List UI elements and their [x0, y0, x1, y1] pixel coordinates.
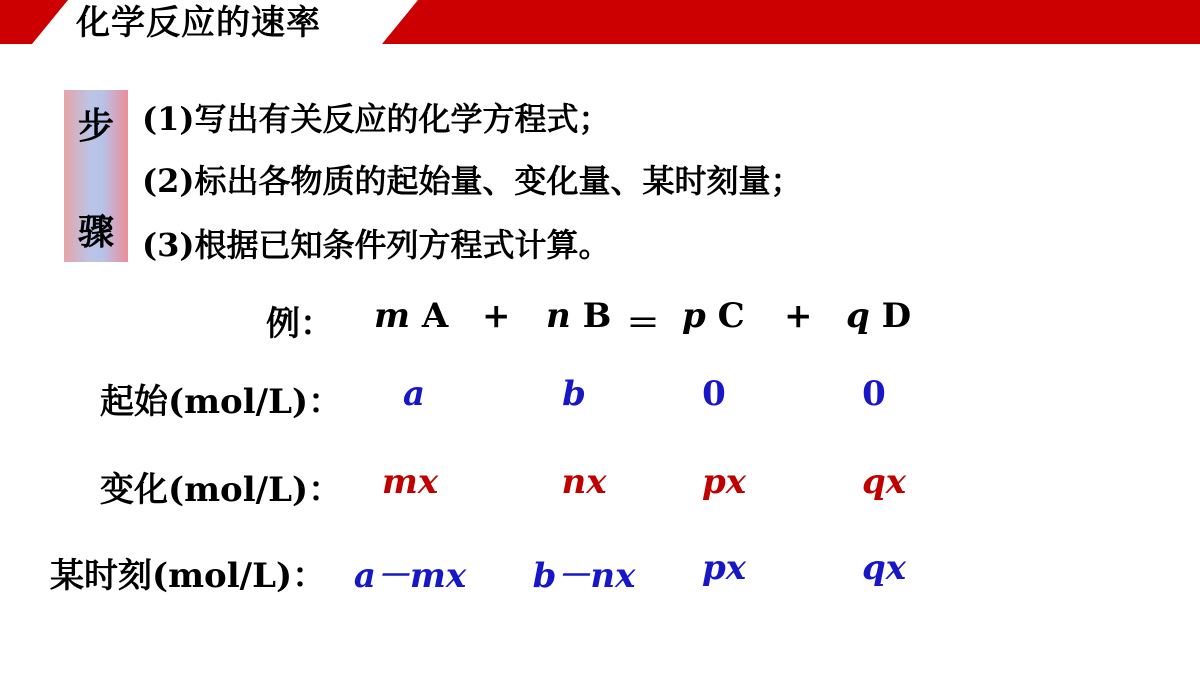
- moment-value-a: a－mx: [353, 556, 467, 596]
- equation-term-d: [846, 296, 911, 336]
- plus-sign-2: +: [784, 296, 813, 336]
- step-line-1: (1)写出有关反应的化学方程式；: [142, 100, 611, 138]
- initial-value-b: b: [562, 374, 586, 414]
- steps-badge-char-1: 步: [77, 105, 114, 147]
- row-label-moment: 某时刻(mol/L)：: [50, 556, 327, 596]
- species-a: A: [421, 296, 449, 336]
- species-b: B: [582, 296, 612, 336]
- row-label-change: 变化(mol/L)：: [100, 470, 343, 510]
- initial-value-a: a: [402, 374, 426, 414]
- moment-value-b: b－nx: [532, 556, 636, 596]
- coef-m: m: [374, 296, 410, 336]
- steps-badge-char-2: 骤: [77, 211, 114, 253]
- coef-p: p: [682, 296, 706, 336]
- change-value-a: mx: [381, 462, 439, 502]
- row-label-initial: 起始(mol/L)：: [100, 382, 343, 422]
- steps-badge: [64, 90, 128, 262]
- title-bar: [0, 0, 1200, 44]
- species-d: D: [881, 296, 912, 336]
- coef-q: q: [846, 296, 870, 336]
- plus-sign-1: +: [482, 296, 511, 336]
- moment-value-d: qx: [861, 548, 907, 588]
- moment-value-c: px: [701, 548, 747, 588]
- equation-term-c: [682, 296, 745, 336]
- species-c: C: [717, 296, 745, 336]
- initial-value-d: 0: [862, 374, 886, 414]
- slide-title: 化学反应的速率: [76, 3, 321, 43]
- change-value-b: nx: [561, 462, 607, 502]
- equals-sign: ＝: [626, 304, 660, 344]
- initial-value-c: 0: [702, 374, 726, 414]
- coef-n: n: [546, 296, 571, 336]
- equation-term-b: [546, 296, 611, 336]
- example-label: 例：: [266, 304, 334, 344]
- change-value-d: qx: [861, 462, 907, 502]
- equation-term-a: [374, 296, 448, 336]
- step-line-3: (3)根据已知条件列方程式计算。: [142, 226, 611, 264]
- step-line-2: (2)标出各物质的起始量、变化量、某时刻量；: [142, 162, 803, 200]
- change-value-c: px: [701, 462, 747, 502]
